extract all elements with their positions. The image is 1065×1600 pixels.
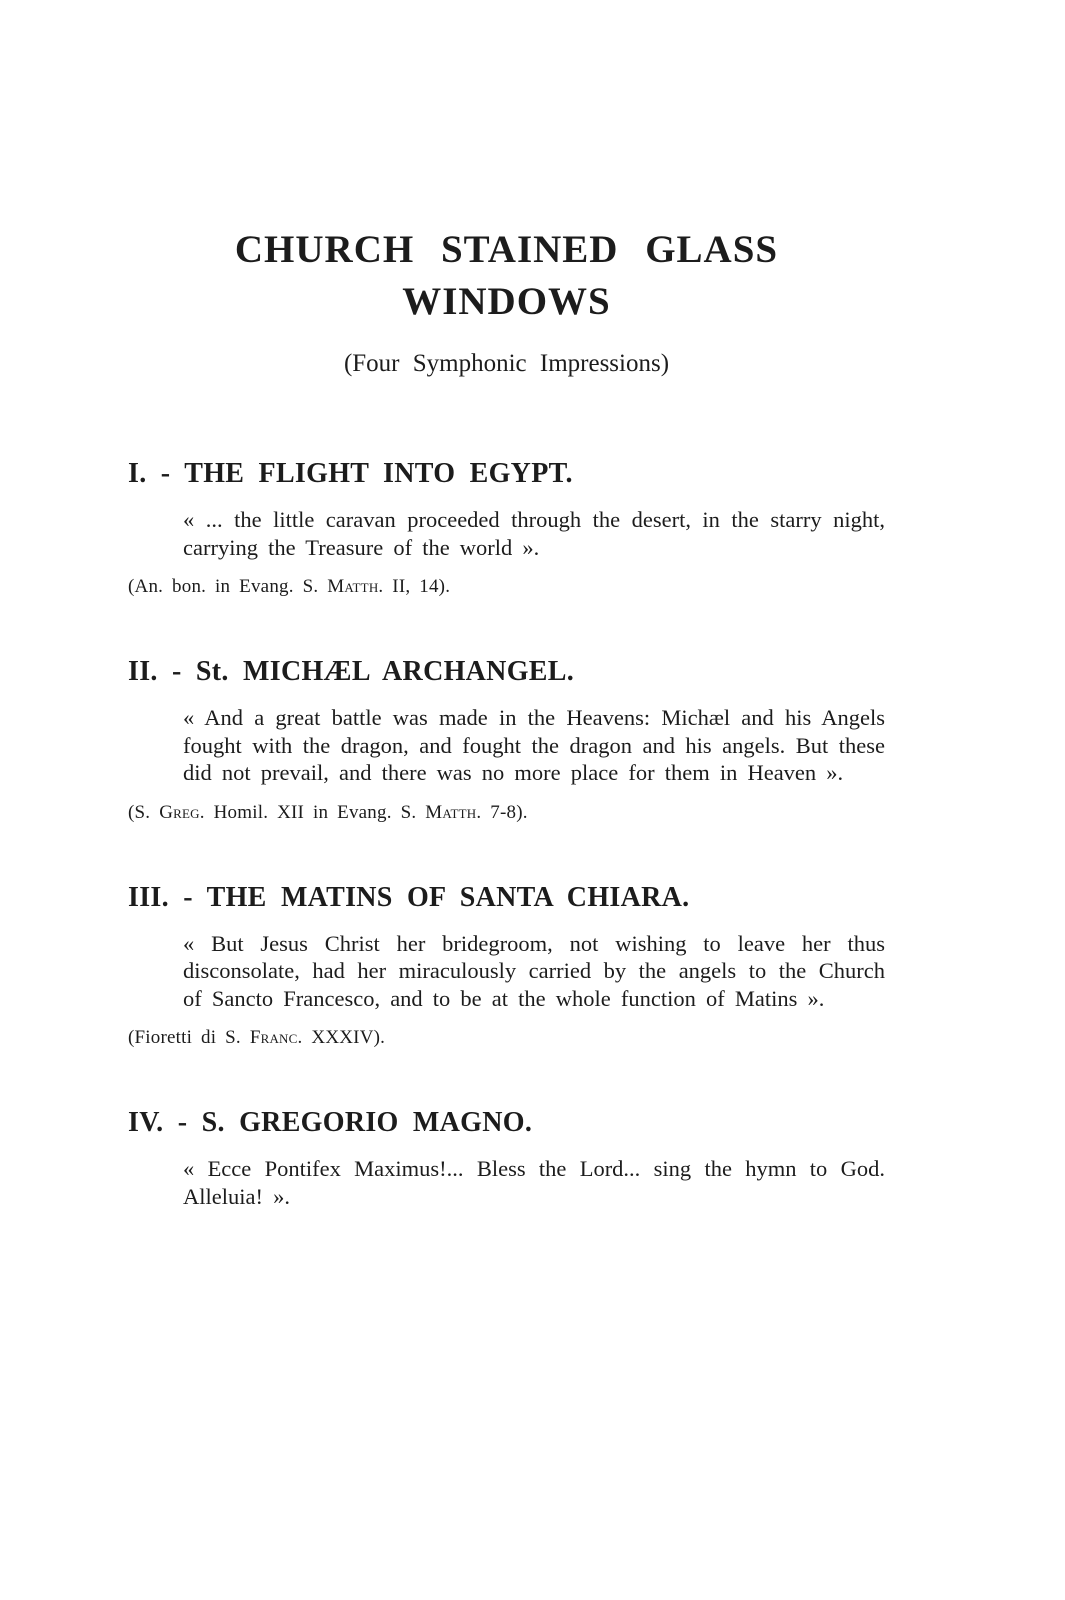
section-1-quote: « ... the little caravan proceeded through the desert, in the starry night, carrying the Treasure of the world ». xyxy=(183,507,885,560)
citation-smallcaps-part: Matth. xyxy=(327,576,384,597)
section-1-flight-into-egypt xyxy=(128,458,885,598)
citation-text-part: XXXIV). xyxy=(302,1027,386,1048)
section-2-heading: II. - St. MICHÆL ARCHANGEL. xyxy=(128,656,575,687)
section-2-quote: « And a great battle was made in the Heavens: Michæl and his Angels fought with the dragon, and fought the dragon and his angels. But these did not prevail, and there was no more place for them in Heaven ». xyxy=(183,705,885,785)
section-4-s-gregorio-magno xyxy=(128,1107,885,1210)
citation-text-part: (S. xyxy=(128,801,160,823)
section-2-st-michael-archangel xyxy=(128,656,885,824)
title-line-2: WINDOWS xyxy=(402,280,611,323)
citation-text-part: Homil. XII in Evang. S. xyxy=(204,801,426,823)
citation-text-part: 7-8). xyxy=(481,801,528,823)
citation-smallcaps-part: Matth. xyxy=(425,801,482,823)
page-title xyxy=(128,224,885,328)
section-1-heading: I. - THE FLIGHT INTO EGYPT. xyxy=(128,458,573,489)
section-3-heading: III. - THE MATINS OF SANTA CHIARA. xyxy=(128,881,690,913)
page-subtitle: (Four Symphonic Impressions) xyxy=(343,350,670,377)
section-3-quote: « But Jesus Christ her bridegroom, not wishing to leave her thus disconsolate, had her miraculously carried by the angels to the Church of Sancto Francesco, and to be at the whole function of Matins ». xyxy=(183,930,885,1011)
section-2-citation xyxy=(128,802,885,824)
section-1-citation xyxy=(128,576,885,598)
citation-smallcaps-part: Greg. xyxy=(159,801,205,823)
section-4-heading: IV. - S. GREGORIO MAGNO. xyxy=(128,1107,533,1138)
citation-smallcaps-part: Franc. xyxy=(249,1027,303,1048)
citation-text-part: (An. bon. in Evang. S. xyxy=(128,576,328,597)
section-3-citation xyxy=(128,1027,885,1049)
citation-text-part: (Fioretti di S. xyxy=(128,1027,250,1048)
section-3-matins-of-santa-chiara xyxy=(128,882,885,1050)
title-line-1: CHURCH STAINED GLASS xyxy=(234,228,779,271)
text-column xyxy=(128,0,885,1210)
section-4-quote: « Ecce Pontifex Maximus!... Bless the Lord... sing the hymn to God. Alleluia! ». xyxy=(183,1156,885,1209)
citation-text-part: II, 14). xyxy=(383,576,451,597)
